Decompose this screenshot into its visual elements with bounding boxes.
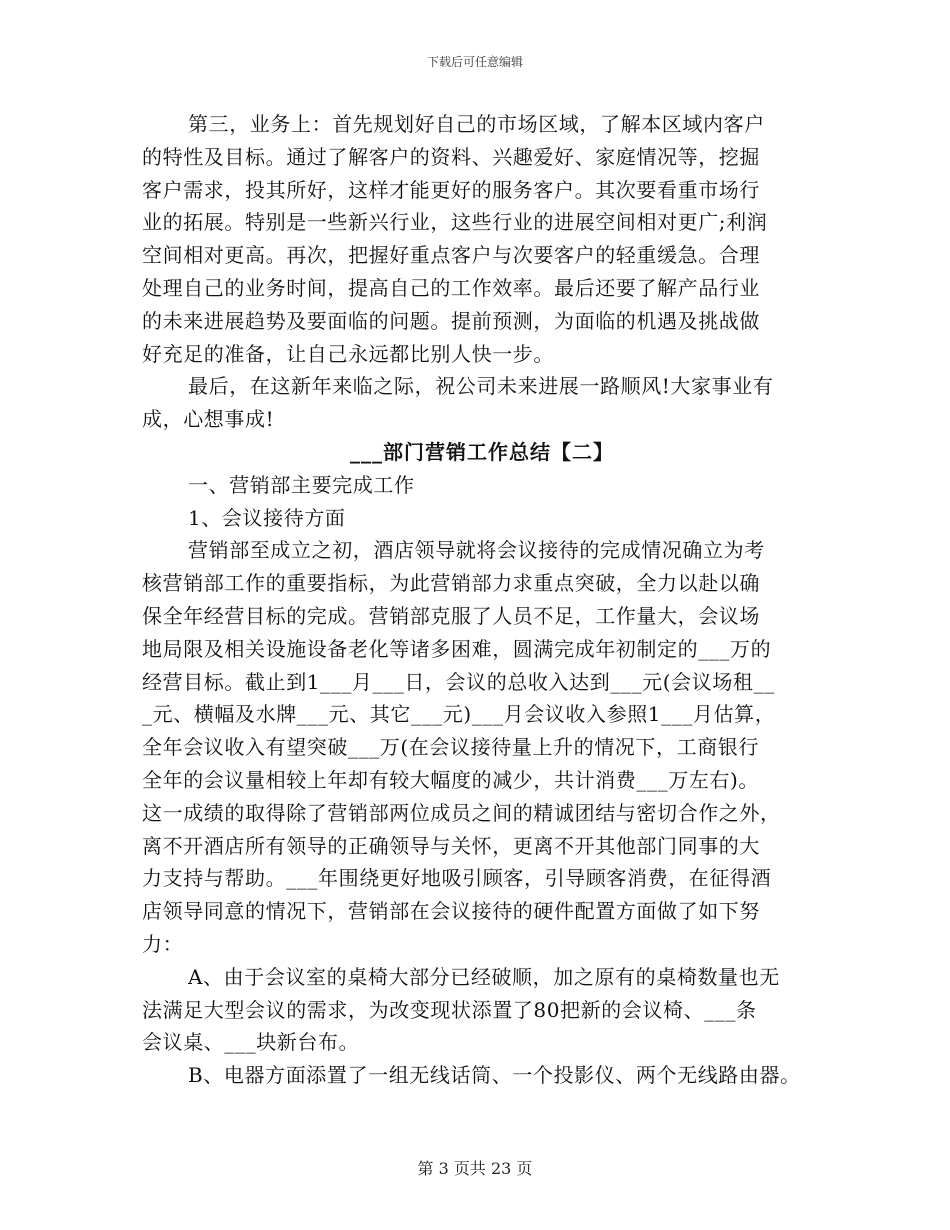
text-line: 力支持与帮助。___年围绕更好地吸引顾客，引导顾客消费，在征得酒 [142,866,772,891]
text-line: 会议桌、___块新台布。 [142,1030,360,1055]
section-title: ___部门营销工作总结【二】 [350,439,614,464]
text-line: 法满足大型会议的需求，为改变现状添置了80把新的会议椅、___条 [142,997,757,1022]
text-line: 好充足的准备，让自己永远都比别人快一步。 [142,341,554,366]
page-header: 下载后可任意编辑 [426,55,523,69]
text-line: 全年会议收入有望突破___万(在会议接待量上升的情况下，工商银行 [142,735,760,760]
text-line: 经营目标。截止到1___月___日，会议的总收入达到___元(会议场租__ [142,669,775,694]
text-line: A、由于会议室的桌椅大部分已经破顺，加之原有的桌椅数量也无 [188,964,780,989]
text-line: 地局限及相关设施设备老化等诸多困难，圆满完成年初制定的___万的 [142,636,772,661]
text-line: 保全年经营目标的完成。营销部克服了人员不足，工作量大，会议场 [142,603,760,628]
text-line: _元、横幅及水牌___元、其它___元)___月会议收入参照1___月估算， [142,702,776,727]
text-line: 处理自己的业务时间，提高自己的工作效率。最后还要了解产品行业 [142,275,760,300]
page-footer: 第 3 页共 23 页 [417,1159,533,1178]
text-line: 最后，在这新年来临之际，祝公司未来进展一路顺风!大家事业有 [188,374,774,399]
text-line: 空间相对更高。再次，把握好重点客户与次要客户的轻重缓急。合理 [142,243,760,268]
text-line: 离不开酒店所有领导的正确领导与关怀，更离不开其他部门同事的大 [142,833,760,858]
text-line: 这一成绩的取得除了营销部两位成员之间的精诚团结与密切合作之外， [142,800,781,825]
text-line: 1、会议接待方面 [188,505,346,530]
text-line: 全年的会议量相较上年却有较大幅度的减少，共计消费___万左右)。 [142,767,760,792]
text-line: 一、营销部主要完成工作 [188,472,415,497]
text-line: 第三，业务上：首先规划好自己的市场区域，了解本区域内客户 [188,112,765,136]
text-line: 核营销部工作的重要指标，为此营销部力求重点突破，全力以赴以确 [142,571,760,596]
text-line: 力： [142,931,184,956]
text-line: 业的拓展。特别是一些新兴行业，这些行业的进展空间相对更广;利润 [142,210,768,235]
text-line: 店领导同意的情况下，营销部在会议接待的硬件配置方面做了如下努 [142,899,760,924]
document-body [142,108,822,1092]
text-line: 的特性及目标。通过了解客户的资料、兴趣爱好、家庭情况等，挖掘 [142,144,760,169]
text-line: 营销部至成立之初，酒店领导就将会议接待的完成情况确立为考 [188,538,765,563]
text-line: 成，心想事成! [142,407,275,432]
text-line: B、电器方面添置了一组无线话筒、一个投影仪、两个无线路由器。 [188,1063,801,1088]
text-line: 客户需求，投其所好，这样才能更好的服务客户。其次要看重市场行 [142,177,760,202]
text-line: 的未来进展趋势及要面临的问题。提前预测，为面临的机遇及挑战做 [142,308,760,333]
